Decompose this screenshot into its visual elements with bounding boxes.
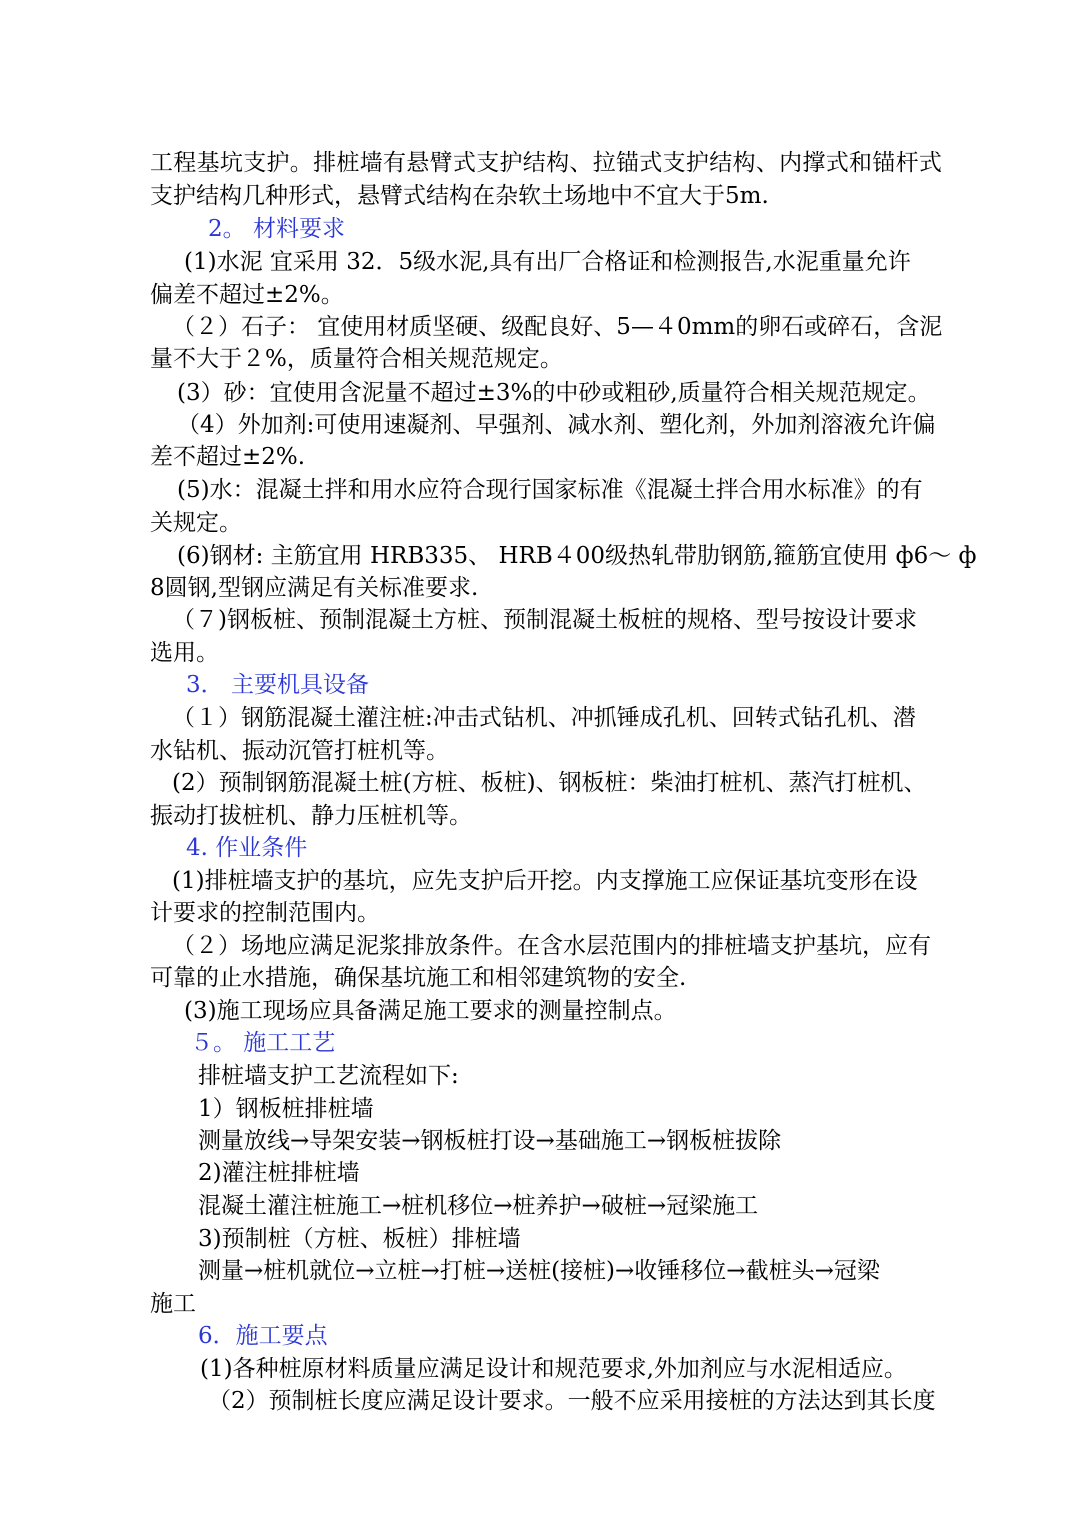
paragraph-line: 偏差不超过±2%。 bbox=[150, 282, 344, 308]
paragraph-line: （７)钢板桩、预制混凝土方桩、预制混凝土板桩的规格、型号按设计要求 bbox=[172, 607, 917, 633]
paragraph-line: 2)灌注桩排桩墙 bbox=[198, 1160, 360, 1186]
section-heading-process: ５。 施工工艺 bbox=[190, 1030, 336, 1056]
paragraph-line: （１）钢筋混凝土灌注桩:冲击式钻机、冲抓锤成孔机、回转式钻孔机、潜 bbox=[172, 705, 916, 731]
paragraph-line: 水钻机、振动沉管打桩机等。 bbox=[150, 738, 449, 764]
paragraph-line: 差不超过±2%. bbox=[150, 444, 306, 470]
section-heading-conditions: 4. 作业条件 bbox=[186, 835, 308, 861]
paragraph-line: 排桩墙支护工艺流程如下: bbox=[198, 1063, 459, 1089]
paragraph-line: （2）预制桩长度应满足设计要求。一般不应采用接桩的方法达到其长度 bbox=[208, 1388, 936, 1414]
paragraph-line: 1）钢板桩排桩墙 bbox=[198, 1096, 374, 1122]
paragraph-line: (3)施工现场应具备满足施工要求的测量控制点。 bbox=[184, 998, 677, 1024]
section-heading-equipment: 3． 主要机具设备 bbox=[186, 672, 369, 698]
paragraph-line: (3）砂：宜使用含泥量不超过±3%的中砂或粗砂,质量符合相关规范规定。 bbox=[177, 380, 931, 406]
paragraph-line: 支护结构几种形式，悬臂式结构在杂软土场地中不宜大于5m. bbox=[150, 183, 769, 209]
paragraph-line: (1)水泥 宜采用 32．5级水泥,具有出厂合格证和检测报告,水泥重量允许 bbox=[184, 249, 911, 275]
paragraph-line: 量不大于２%，质量符合相关规范规定。 bbox=[150, 346, 563, 372]
section-heading-key-points: 6．施工要点 bbox=[198, 1323, 328, 1349]
paragraph-line: 振动打拔桩机、静力压桩机等。 bbox=[150, 803, 472, 829]
paragraph-line: 关规定。 bbox=[150, 510, 242, 536]
paragraph-line: (2）预制钢筋混凝土桩(方桩、板桩)、钢板桩：柴油打桩机、蒸汽打桩机、 bbox=[172, 770, 927, 796]
paragraph-line: 选用。 bbox=[150, 640, 219, 666]
paragraph-line: 3)预制桩（方桩、板桩）排桩墙 bbox=[198, 1226, 521, 1252]
paragraph-line: 施工 bbox=[150, 1291, 196, 1317]
paragraph-line: (1)排桩墙支护的基坑，应先支护后开挖。内支撑施工应保证基坑变形在设 bbox=[172, 868, 918, 894]
paragraph-line: 8圆钢,型钢应满足有关标准要求. bbox=[150, 575, 479, 601]
paragraph-line: (5)水：混凝土拌和用水应符合现行国家标准《混凝土拌合用水标准》的有 bbox=[177, 477, 923, 503]
paragraph-line: （２）石子： 宜使用材质坚硬、级配良好、5—４0mm的卵石或碎石，含泥 bbox=[172, 314, 943, 340]
paragraph-line: (1)各种桩原材料质量应满足设计和规范要求,外加剂应与水泥相适应。 bbox=[200, 1356, 907, 1382]
paragraph-line: 测量放线→导架安装→钢板桩打设→基础施工→钢板桩拔除 bbox=[198, 1128, 782, 1154]
paragraph-line: 可靠的止水措施，确保基坑施工和相邻建筑物的安全. bbox=[150, 965, 687, 991]
paragraph-line: 测量→桩机就位→立桩→打桩→送桩(接桩)→收锤移位→截桩头→冠梁 bbox=[198, 1258, 880, 1284]
paragraph-line: （２）场地应满足泥浆排放条件。在含水层范围内的排桩墙支护基坑，应有 bbox=[172, 933, 931, 959]
paragraph-line: 计要求的控制范围内。 bbox=[150, 900, 380, 926]
paragraph-line: 混凝土灌注桩施工→桩机移位→桩养护→破桩→冠梁施工 bbox=[198, 1193, 759, 1219]
paragraph-line: （4）外加剂:可使用速凝剂、早强剂、减水剂、塑化剂，外加剂溶液允许偏 bbox=[177, 412, 936, 438]
section-heading-materials: 2。 材料要求 bbox=[208, 216, 345, 242]
paragraph-line: (6)钢材: 主筋宜用 HRB335、 HRB４00级热轧带肋钢筋,箍筋宜使用 ф6～ ф bbox=[177, 543, 977, 569]
paragraph-line: 工程基坑支护。排桩墙有悬臂式支护结构、拉锚式支护结构、内撑式和锚杆式 bbox=[150, 150, 943, 176]
